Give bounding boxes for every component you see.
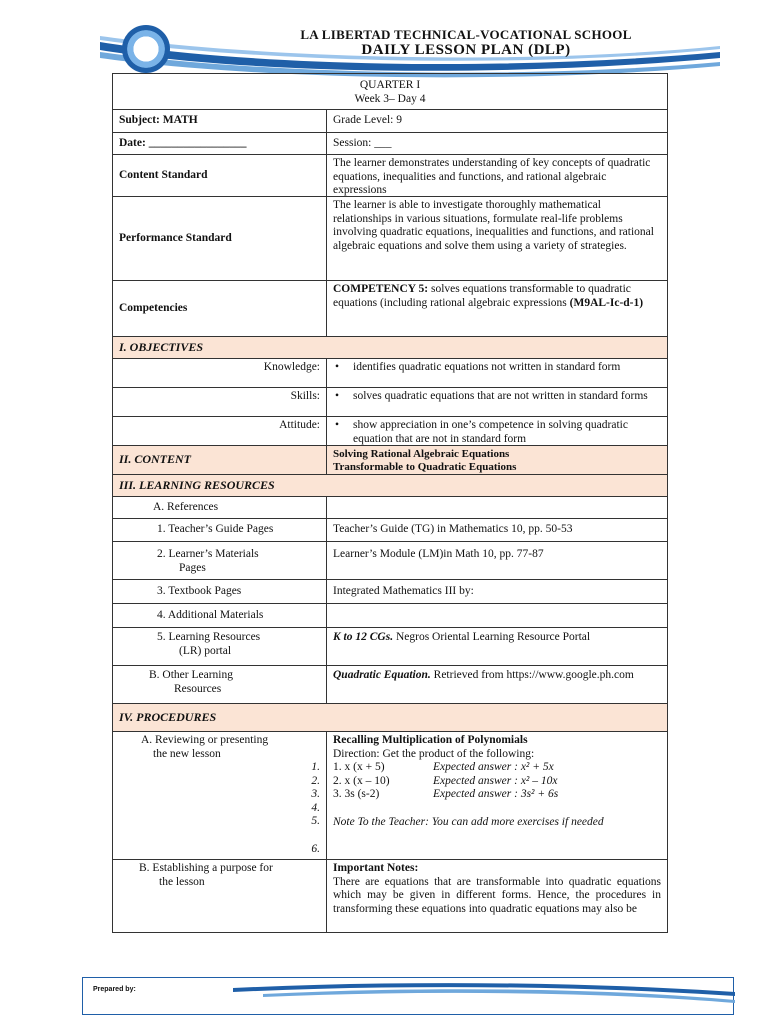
resources-heading: III. LEARNING RESOURCES [119, 477, 275, 492]
learners-materials-value: Learner’s Module (LM)in Math 10, pp. 77-87 [333, 548, 544, 560]
content-heading: II. CONTENT [113, 446, 327, 474]
other-resources-label: B. Other Learning [149, 669, 233, 681]
learners-materials-label: 2. Learner’s Materials [157, 548, 259, 560]
content-title-line1: Solving Rational Algebraic Equations [333, 448, 510, 460]
exercise-item: 2. x (x – 10) Expected answer : x² – 10x [333, 774, 558, 787]
exercise-item: 3. 3s (s-2) Expected answer : 3s² + 6s [333, 788, 559, 800]
other-resources-value [327, 666, 667, 703]
competency-code: (M9AL-Ic-d-1) [569, 296, 644, 309]
lr-portal-text: Negros Oriental Learning Resource Portal [393, 631, 591, 643]
attitude-text: show appreciation in one’s competence in solving quadratic equation that are not in standard form [353, 419, 628, 445]
teachers-guide-row [113, 519, 667, 542]
performance-standard-row [113, 197, 667, 281]
competencies-label: Competencies [113, 281, 327, 336]
lr-portal-source: K to 12 CGs. [333, 631, 394, 643]
procedures-heading-row [113, 704, 667, 732]
knowledge-label: Knowledge: [113, 359, 327, 387]
lr-portal-row [113, 628, 667, 666]
additional-materials-label: 4. Additional Materials [113, 604, 327, 627]
teacher-note: Note To the Teacher: You can add more exercises if needed [333, 815, 604, 828]
bullet-icon: • [335, 390, 340, 402]
quarter-title: QUARTER I [359, 79, 421, 91]
lr-portal-label-2: (LR) portal [179, 644, 232, 657]
skills-text: solves quadratic equations that are not written in standard forms [353, 390, 648, 402]
bullet-icon: • [335, 361, 340, 373]
objectives-heading: I. OBJECTIVES [119, 339, 204, 354]
competencies-row [113, 281, 667, 337]
references-label: A. References [113, 497, 327, 518]
bullet-icon: • [335, 419, 340, 431]
lr-portal-value [327, 628, 667, 665]
competency-lead: COMPETENCY 5: [333, 283, 429, 295]
objectives-heading-row [113, 337, 667, 359]
procedure-a-direction: Direction: Get the product of the following: [333, 747, 535, 760]
content-standard-label: Content Standard [113, 155, 327, 196]
procedure-b-text: There are equations that are transformable into quadratic equations which may be given in different forms. Hence, the procedures in transforming these equations into quadratic equations may also be [333, 875, 661, 915]
textbook-row [113, 580, 667, 604]
other-resources-row [113, 666, 667, 704]
procedure-b-title: Important Notes: [333, 862, 419, 874]
procedure-a-label: A. Reviewing or presenting [141, 734, 269, 746]
competencies-text [327, 281, 667, 336]
learners-materials-row [113, 542, 667, 580]
procedure-b-label: B. Establishing a purpose for [139, 862, 273, 874]
subject-label: Subject: MATH [113, 110, 327, 132]
quarter-row [113, 74, 667, 110]
date-row [113, 133, 667, 155]
page-footer [82, 977, 734, 1015]
learners-materials-label-2: Pages [179, 561, 206, 574]
school-logo [122, 25, 170, 73]
procedure-a-numbering: 1. 2. 3. 4. 5. 6. [311, 761, 320, 855]
content-title-line2: Transformable to Quadratic Equations [333, 461, 517, 473]
procedures-heading: IV. PROCEDURES [119, 709, 217, 724]
procedure-a-label-2: the new lesson [153, 747, 221, 760]
competency-description: solves equations transformable to quadratic equations (including rational algebraic expressions [333, 283, 631, 309]
attitude-label: Attitude: [113, 417, 327, 445]
objective-skills-row [113, 388, 667, 417]
document-title: DAILY LESSON PLAN (DLP) [361, 42, 571, 58]
textbook-label: 3. Textbook Pages [113, 580, 327, 603]
additional-materials-row [113, 604, 667, 628]
week-day: Week 3– Day 4 [354, 92, 426, 105]
school-name: LA LIBERTAD TECHNICAL-VOCATIONAL SCHOOL [300, 27, 632, 42]
objective-attitude-row [113, 417, 667, 446]
exercise-item: 1. x (x + 5) Expected answer : x² + 5x [333, 761, 554, 773]
prepared-by-label: Prepared by: [93, 986, 136, 993]
performance-standard-text: The learner is able to investigate thoroughly mathematical relationships in various situations, formulate real-life problems involving quadratic equations, inequalities and functions, and rational algebraic equations and solve them using a variety of strategies. [333, 199, 654, 252]
procedure-b-label-2: the lesson [159, 875, 205, 888]
subject-row [113, 110, 667, 133]
lr-portal-label: 5. Learning Resources [157, 631, 261, 643]
lesson-plan-table [112, 73, 668, 933]
procedure-a-title: Recalling Multiplication of Polynomials [333, 734, 528, 746]
procedure-a-row [113, 732, 667, 860]
other-resources-label-2: Resources [174, 682, 222, 695]
content-standard-row [113, 155, 667, 197]
references-row [113, 497, 667, 519]
other-resources-text: Retrieved from https://www.google.ph.com [430, 669, 634, 681]
resources-heading-row [113, 475, 667, 497]
knowledge-text: identifies quadratic equations not written in standard form [353, 361, 621, 373]
session-field: Session: ___ [333, 136, 392, 149]
page-header [100, 22, 720, 78]
content-standard-text: The learner demonstrates understanding of key concepts of quadratic equations, inequalities and functions, and rational algebraic expressions [333, 157, 651, 196]
footer-swoosh-graphic [83, 978, 735, 1016]
skills-label: Skills: [113, 388, 327, 416]
teachers-guide-value: Teacher’s Guide (TG) in Mathematics 10, pp. 50-53 [333, 523, 573, 536]
textbook-value: Integrated Mathematics III by: [333, 584, 474, 597]
date-field: Date: _________________ [113, 133, 327, 154]
other-resources-source: Quadratic Equation. [333, 669, 431, 681]
procedure-b-row [113, 860, 667, 932]
content-row [113, 446, 667, 475]
objective-knowledge-row [113, 359, 667, 388]
teachers-guide-label: 1. Teacher’s Guide Pages [113, 519, 327, 541]
performance-standard-label: Performance Standard [113, 197, 327, 280]
grade-level: Grade Level: 9 [333, 114, 402, 127]
